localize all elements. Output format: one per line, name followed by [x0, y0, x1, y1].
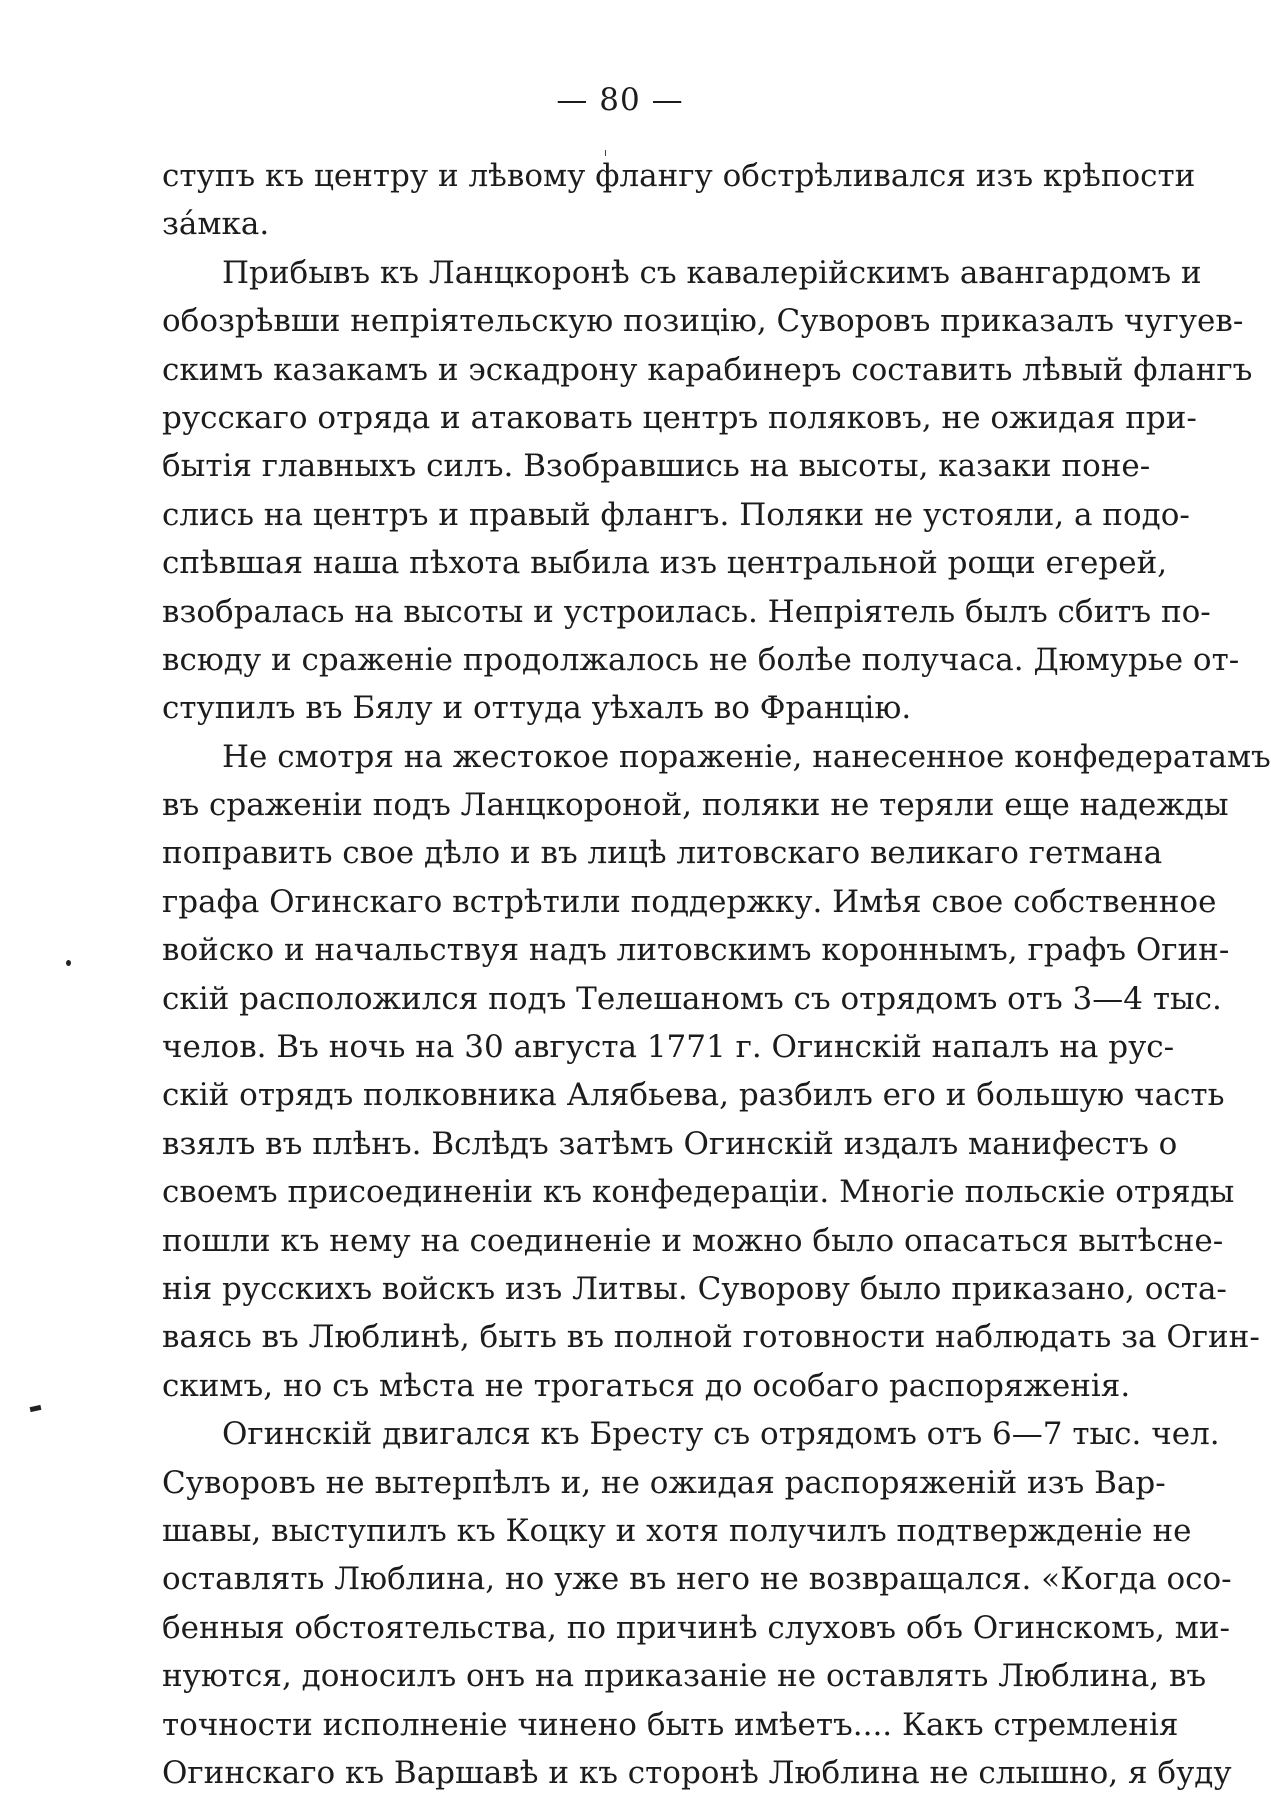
text-line: ваясь въ Люблинѣ, быть въ полной готовности наблюдать за Огин-: [162, 1319, 1260, 1356]
text-line: своемъ присоединеніи къ конфедераціи. Многіе польскіе отряды: [162, 1174, 1235, 1211]
text-line: Суворовъ не вытерпѣлъ и, не ожидая распоряженій изъ Вар-: [162, 1464, 1166, 1501]
text-line: въ сраженіи подъ Ланцкороной, поляки не теряли еще надежды: [162, 787, 1229, 824]
text-line: слись на центръ и правый флангъ. Поляки не устояли, а подо-: [162, 496, 1190, 533]
paragraph: [162, 733, 1271, 1410]
margin-dash: [30, 1405, 42, 1412]
text-line: Не смотря на жестокое пораженіе, нанесенное конфедератамъ: [222, 738, 1271, 775]
text-line: взялъ въ плѣнъ. Вслѣдъ затѣмъ Огинскій издалъ манифестъ о: [162, 1125, 1178, 1162]
text-line: пошли къ нему на соединеніе и можно было опасаться вытѣсне-: [162, 1222, 1224, 1259]
text-line: зáмка.: [162, 206, 270, 243]
paragraph: [162, 1410, 1232, 1797]
text-line: скій расположился подъ Телешаномъ съ отрядомъ отъ 3—4 тыс.: [162, 980, 1222, 1017]
page-text: [162, 152, 1271, 1797]
text-line: Огинскій двигался къ Бресту съ отрядомъ отъ 6—7 тыс. чел.: [222, 1416, 1220, 1453]
text-line: Огинскаго къ Варшавѣ и къ сторонѣ Люблина не слышно, я буду: [162, 1754, 1232, 1791]
text-line: всюду и сраженіе продолжалось не болѣе получаса. Дюмурье от-: [162, 641, 1240, 678]
text-line: нуются, доносилъ онъ на приказаніе не оставлять Люблина, въ: [162, 1658, 1207, 1695]
text-line: скій отрядъ полковника Алябьева, разбилъ его и большую часть: [162, 1077, 1225, 1114]
text-line: Прибывъ къ Ланцкоронѣ съ кавалерійскимъ авангардомъ и: [222, 254, 1202, 291]
text-line: скимъ казакамъ и эскадрону карабинеръ составить лѣвый флангъ: [162, 351, 1253, 388]
text-line: войско и начальствуя надъ литовскимъ короннымъ, графъ Огин-: [162, 932, 1230, 969]
text-line: шавы, выступилъ къ Коцку и хотя получилъ подтвержденіе не: [162, 1512, 1192, 1549]
paragraph: [162, 249, 1253, 733]
text-line: ступилъ въ Бялу и оттуда уѣхалъ во Францію.: [162, 690, 912, 727]
page-number: — 80 —: [556, 82, 684, 118]
text-line: поправить свое дѣло и въ лицѣ литовскаго великаго гетмана: [162, 835, 1163, 872]
text-line: скимъ, но съ мѣста не трогаться до особаго распоряженія.: [162, 1367, 1131, 1404]
text-line: челов. Въ ночь на 30 августа 1771 г. Огинскій напалъ на рус-: [162, 1029, 1175, 1066]
text-line: спѣвшая наша пѣхота выбила изъ центральной рощи егерей,: [162, 545, 1168, 582]
paragraph: [162, 152, 1196, 249]
text-line: оставлять Люблина, но уже въ него не возвращался. «Когда осо-: [162, 1561, 1232, 1598]
text-line: взобралась на высоты и устроилась. Непріятель былъ сбитъ по-: [162, 593, 1211, 630]
text-line: русскаго отряда и атаковать центръ поляковъ, не ожидая при-: [162, 399, 1197, 436]
text-line: обозрѣвши непріятельскую позицію, Суворовъ приказалъ чугуев-: [162, 303, 1244, 340]
text-line: точности исполненіе чинено быть имѣетъ.... Какъ стремленія: [162, 1706, 1179, 1743]
text-line: нія русскихъ войскъ изъ Литвы. Суворову было приказано, оста-: [162, 1270, 1227, 1307]
text-line: бенныя обстоятельства, по причинѣ слуховъ объ Огинскомъ, ми-: [162, 1609, 1230, 1646]
text-line: ступъ къ центру и лѣвому флангу обстрѣливался изъ крѣпости: [162, 158, 1196, 194]
text-line: графа Огинскаго встрѣтили поддержку. Имѣя свое собственное: [162, 883, 1217, 920]
text-line: бытія главныхъ силъ. Взобравшись на высоты, казаки поне-: [162, 448, 1151, 485]
margin-speck: [66, 960, 71, 966]
